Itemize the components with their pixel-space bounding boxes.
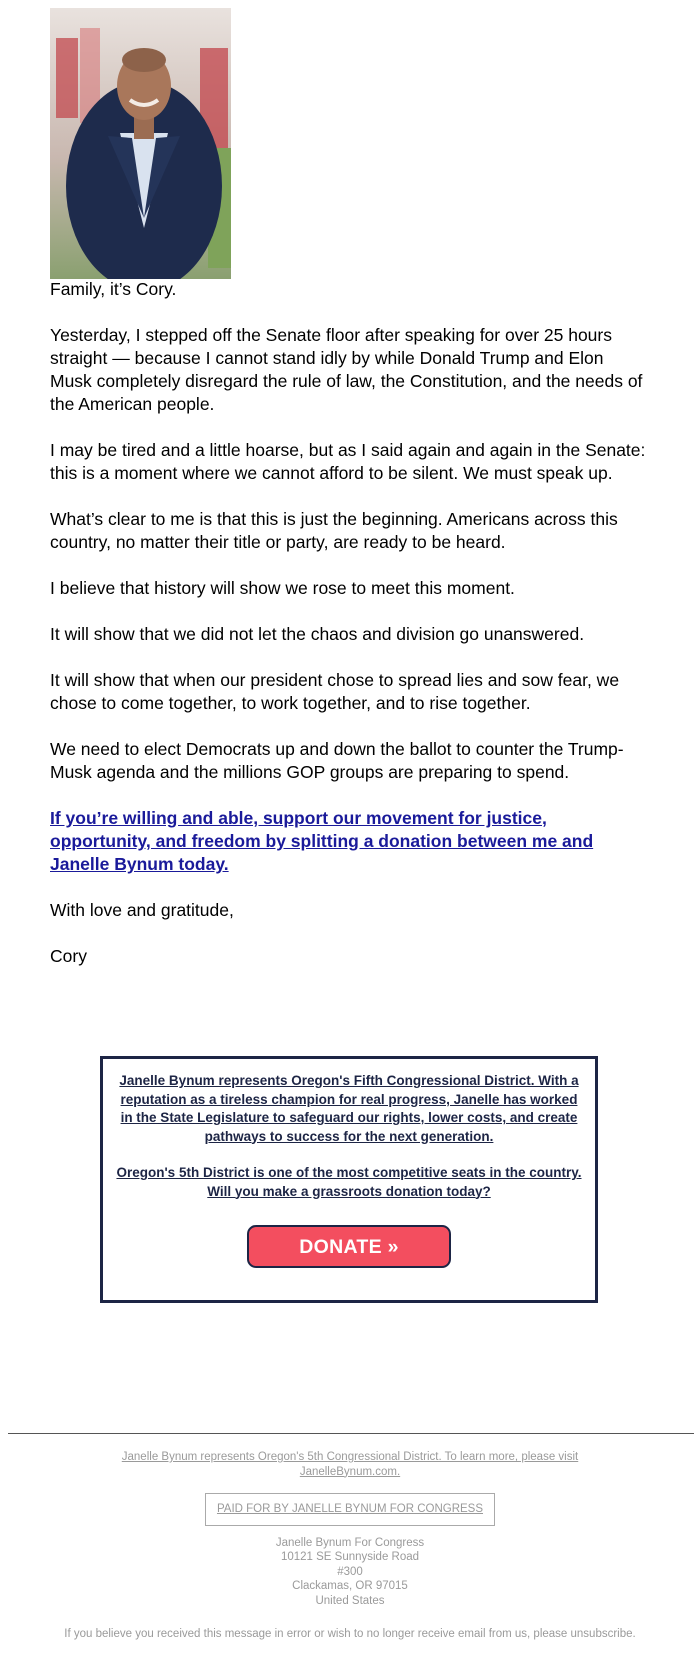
candidate-blurb-link[interactable]: Janelle Bynum represents Oregon's Fifth Congressional District. With a reputation as a tireless champion for real progress, Janelle has worked in the State Legislature to safeguard our rights, lower costs, and create pathways to success for the next generation.: [119, 1073, 579, 1144]
letter-paragraph: What’s clear to me is that this is just the beginning. Americans across this country, no matter their title or party, are ready to be heard.: [50, 509, 618, 552]
address-line: United States: [315, 1594, 385, 1607]
letter-paragraph: It will show that we did not let the chaos and division go unanswered.: [50, 624, 585, 644]
donate-box: [100, 1056, 598, 1303]
letter-greeting: Family, it’s Cory.: [50, 279, 177, 299]
footer-learn-more-link[interactable]: Janelle Bynum represents Oregon's 5th Congressional District. To learn more, please visit JanelleBynum.com.: [121, 1451, 579, 1478]
address-line: Janelle Bynum For Congress: [275, 1536, 425, 1549]
letter-paragraph: I believe that history will show we rose to meet this moment.: [50, 578, 515, 598]
donate-button[interactable]: DONATE »: [247, 1225, 451, 1268]
unsubscribe-link[interactable]: If you believe you received this message in error or wish to no longer receive email from us, please unsubscribe.: [64, 1628, 636, 1640]
letter-paragraph: Yesterday, I stepped off the Senate floor after speaking for over 25 hours straight — because I cannot stand idly by while Donald Trump and Elon Musk completely disregard the rule of law, the Constitution, and the needs of the American people.: [50, 325, 643, 414]
portrait-photo-icon: [50, 8, 231, 279]
paid-for-disclaimer: PAID FOR BY JANELLE BYNUM FOR CONGRESS: [205, 1493, 495, 1526]
email-footer: [0, 1450, 700, 1642]
address-line: Clackamas, OR 97015: [292, 1580, 408, 1592]
donation-cta-link[interactable]: If you’re willing and able, support our movement for justice, opportunity, and freedom by splitting a donation between me and Janelle Bynum today.: [50, 808, 594, 874]
letter-paragraph: It will show that when our president chose to spread lies and sow fear, we chose to come together, to work together, and to rise together.: [50, 670, 620, 713]
footer-divider: [8, 1433, 694, 1434]
mailing-address: [0, 1536, 700, 1609]
letter-paragraph: I may be tired and a little hoarse, but as I said again and again in the Senate: this is a moment where we cannot afford to be silent. We must speak up.: [50, 440, 646, 483]
donation-ask-link[interactable]: Oregon's 5th District is one of the most competitive seats in the country. Will you make a grassroots donation today?: [116, 1165, 582, 1199]
letter-body: [50, 278, 650, 968]
address-line: #300: [337, 1565, 363, 1578]
letter-paragraph: We need to elect Democrats up and down the ballot to counter the Trump-Musk agenda and the millions GOP groups are preparing to spend.: [50, 739, 624, 782]
address-line: 10121 SE Sunnyside Road: [280, 1551, 420, 1563]
portrait-photo: [50, 8, 231, 279]
letter-closing: With love and gratitude,: [50, 900, 234, 920]
letter-signature: Cory: [50, 946, 87, 966]
